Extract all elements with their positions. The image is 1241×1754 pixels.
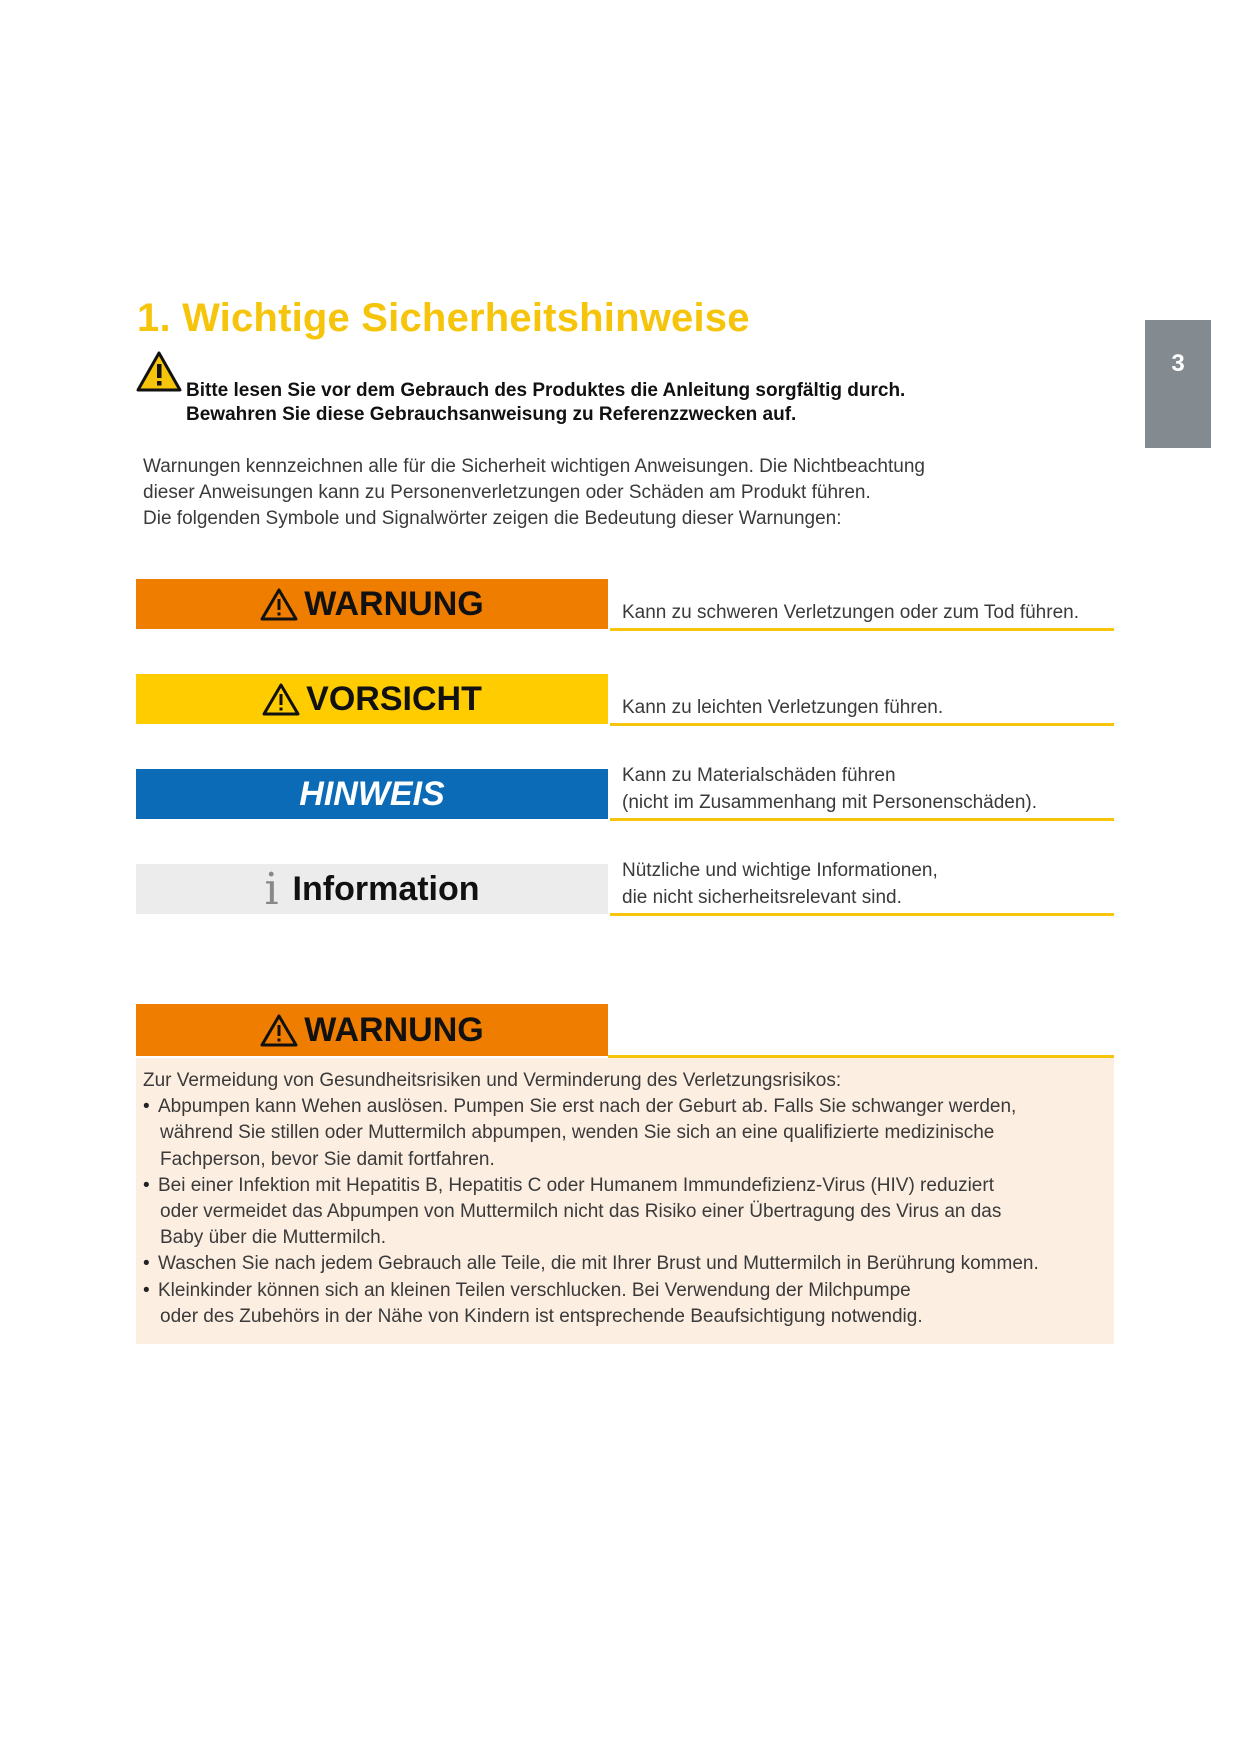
bullet-line: • Bei einer Infektion mit Hepatitis B, Hepatitis C oder Humanem Immundefizienz-Virus (HIV) reduziert <box>158 1174 994 1196</box>
warning-triangle-icon <box>260 587 298 621</box>
page-title: 1. Wichtige Sicherheitshinweise <box>137 296 750 340</box>
information-label-box <box>136 864 608 914</box>
vorsicht-label-box <box>136 674 608 724</box>
description-line: Nützliche und wichtige Informationen, <box>622 860 938 881</box>
warning-section-header <box>136 1004 1114 1058</box>
description-line: Die folgenden Symbole und Signalwörter zeigen die Bedeutung dieser Warnungen: <box>143 508 842 529</box>
bullet-line: oder vermeidet das Abpumpen von Muttermilch nicht das Risiko einer Übertragung des Virus an das <box>160 1201 1002 1223</box>
bullet-item <box>143 1173 1104 1252</box>
bullet-item <box>143 1278 1104 1330</box>
warnung-label: WARNUNG <box>304 584 484 623</box>
bullet-line: oder des Zubehörs in der Nähe von Kindern ist entsprechende Beaufsichtigung notwendig. <box>160 1305 923 1327</box>
bullet-line: während Sie stillen oder Muttermilch abpumpen, wenden Sie sich an eine qualifizierte medizinische <box>160 1122 995 1144</box>
warnung-label: WARNUNG <box>304 1010 484 1049</box>
warnung-description <box>610 573 1114 631</box>
intro-notice <box>186 379 1006 427</box>
description-line: dieser Anweisungen kann zu Personenverletzungen oder Schäden am Produkt führen. <box>143 482 871 503</box>
description-line: Kann zu Materialschäden führen <box>622 765 896 786</box>
bullet-item <box>143 1094 1104 1173</box>
warning-triangle-icon <box>260 1013 298 1047</box>
description-line: (nicht im Zusammenhang mit Personenschäden). <box>622 792 1038 813</box>
signal-row-vorsicht <box>136 674 1114 726</box>
hinweis-label-box <box>136 769 608 819</box>
description-line: die nicht sicherheitsrelevant sind. <box>622 887 902 908</box>
description-line: Kann zu leichten Verletzungen führen. <box>622 697 944 718</box>
hinweis-description <box>610 763 1114 821</box>
warning-triangle-icon <box>136 350 182 392</box>
signal-row-information <box>136 860 1114 916</box>
warning-triangle-icon <box>262 682 300 716</box>
divider <box>608 1055 1114 1058</box>
bullet-item <box>143 1251 1104 1277</box>
intro-line: Bewahren Sie diese Gebrauchsanweisung zu Referenzzwecken auf. <box>186 404 797 425</box>
warning-section <box>136 1004 1114 1344</box>
warnung-label-box <box>136 579 608 629</box>
signal-row-hinweis <box>136 765 1114 821</box>
description-line: Warnungen kennzeichnen alle für die Sicherheit wichtigen Anweisungen. Die Nichtbeachtung <box>143 456 925 477</box>
warning-body <box>136 1058 1114 1344</box>
signal-row-warnung <box>136 579 1114 631</box>
warnung-label-box <box>136 1004 608 1056</box>
information-label: Information <box>292 869 480 908</box>
description <box>143 454 1043 532</box>
bullet-line: • Abpumpen kann Wehen auslösen. Pumpen Sie erst nach der Geburt ab. Falls Sie schwanger werden, <box>158 1096 1017 1118</box>
page-number-tab: 3 <box>1145 320 1211 448</box>
vorsicht-label: VORSICHT <box>306 679 482 718</box>
vorsicht-description <box>610 668 1114 726</box>
warning-intro: Zur Vermeidung von Gesundheitsrisiken und Verminderung des Verletzungsrisikos: <box>143 1070 842 1091</box>
information-description <box>610 858 1114 916</box>
hinweis-label: HINWEIS <box>299 774 445 813</box>
bullet-line: Baby über die Muttermilch. <box>160 1227 386 1249</box>
bullet-line: Fachperson, bevor Sie damit fortfahren. <box>160 1148 495 1170</box>
info-icon: i <box>264 863 279 915</box>
intro-line: Bitte lesen Sie vor dem Gebrauch des Produktes die Anleitung sorgfältig durch. <box>186 380 906 401</box>
bullet-line: • Kleinkinder können sich an kleinen Teilen verschlucken. Bei Verwendung der Milchpumpe <box>158 1279 911 1301</box>
bullet-line: • Waschen Sie nach jedem Gebrauch alle Teile, die mit Ihrer Brust und Muttermilch in Berührung kommen. <box>158 1253 1039 1275</box>
description-line: Kann zu schweren Verletzungen oder zum Tod führen. <box>622 602 1079 623</box>
